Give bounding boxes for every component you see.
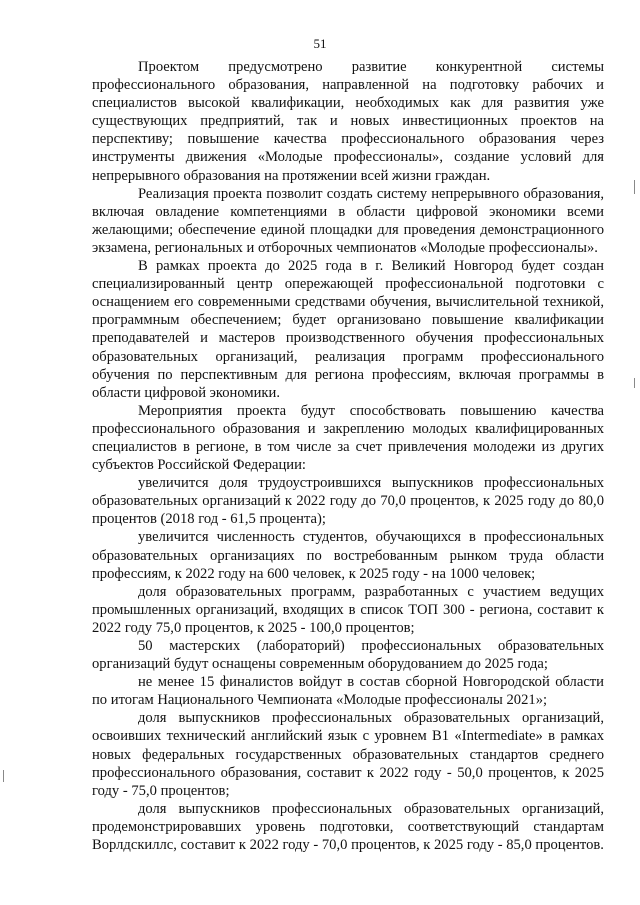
paragraph-workshops: 50 мастерских (лабораторий) профессиональных образовательных организаций будут оснащены современным оборудованием до 2025 года; bbox=[92, 638, 604, 673]
paragraph-student-count: увеличится численность студентов, обучающихся в профессиональных образовательных организациях по востребованным рынком труда области профессиям, к 2022 году на 600 человек, к 2025 году - на 1000 человек; bbox=[92, 529, 604, 582]
paragraph-project-implementation: Реализация проекта позволит создать систему непрерывного образования, включая овладение компетенциями в области цифровой экономики всеми желающими; обеспечение единой площадки для проведения демонстрационного экзамена, региональных и отборочных чемпионатов «Молодые профессионалы». bbox=[92, 185, 604, 256]
scan-margin-mark-left bbox=[3, 770, 4, 782]
page-number: 51 bbox=[313, 36, 327, 51]
paragraph-project-overview: Проектом предусмотрено развитие конкурентной системы профессионального образования, направленной на подготовку рабочих и специалистов высокой квалификации, необходимых как для развития уже существующих предприятий, так и новых инвестиционных проектов на перспективу; повышение качества профессионального образования через инструменты движения «Молодые профессионалы», создание условий для непрерывного образования на протяжении всей жизни граждан. bbox=[92, 59, 604, 184]
paragraph-graduate-employment: увеличится доля трудоустроившихся выпускников профессиональных образовательных организаций к 2022 году до 70,0 процентов, к 2025 году до 80,0 процентов (2018 год - 61,5 процента); bbox=[92, 475, 604, 528]
paragraph-finalists: не менее 15 финалистов войдут в состав сборной Новгородской области по итогам Национального Чемпионата «Молодые профессионалы 2021»; bbox=[92, 674, 604, 709]
scan-margin-mark-right bbox=[634, 180, 635, 194]
paragraph-worldskills-graduates: доля выпускников профессиональных образовательных организаций, продемонстрировавших уровень подготовки, соответствующий стандартам Ворлдскиллс, составит к 2022 году - 70,0 процентов, к 2025 году - 85,0 процентов. bbox=[92, 800, 604, 854]
scan-margin-mark-right-lower bbox=[634, 378, 635, 388]
paragraph-project-measures: Мероприятия проекта будут способствовать повышению качества профессионального образования и закреплению молодых квалифицированных специалистов в регионе, в том числе за счет привлечения молодежи из других субъектов Российской Федерации: bbox=[92, 402, 604, 474]
paragraph-training-center: В рамках проекта до 2025 года в г. Великий Новгород будет создан специализированный центр опережающей профессиональной подготовки с оснащением его современными средствами обучения, вычислительной техникой, программным обеспечением; будет организовано повышение квалификации преподавателей и мастеров производственного обучения профессиональных образовательных организаций, реализация программ профессионального обучения по перспективным для региона профессиям, включая программы в области цифровой экономики. bbox=[92, 258, 604, 401]
body-text bbox=[92, 58, 604, 854]
paragraph-english-graduates: доля выпускников профессиональных образовательных организаций, освоивших технический английский язык с уровнем B1 «Intermediate» в рамках новых федеральных государственных образовательных стандартов среднего профессионального образования, составит к 2022 году - 50,0 процентов, к 2025 году - 75,0 процентов; bbox=[92, 710, 604, 799]
paragraph-educational-programs: доля образовательных программ, разработанных с участием ведущих промышленных организаций, входящих в список ТОП 300 - региона, составит к 2022 году 75,0 процентов, к 2025 - 100,0 процентов; bbox=[92, 583, 604, 636]
